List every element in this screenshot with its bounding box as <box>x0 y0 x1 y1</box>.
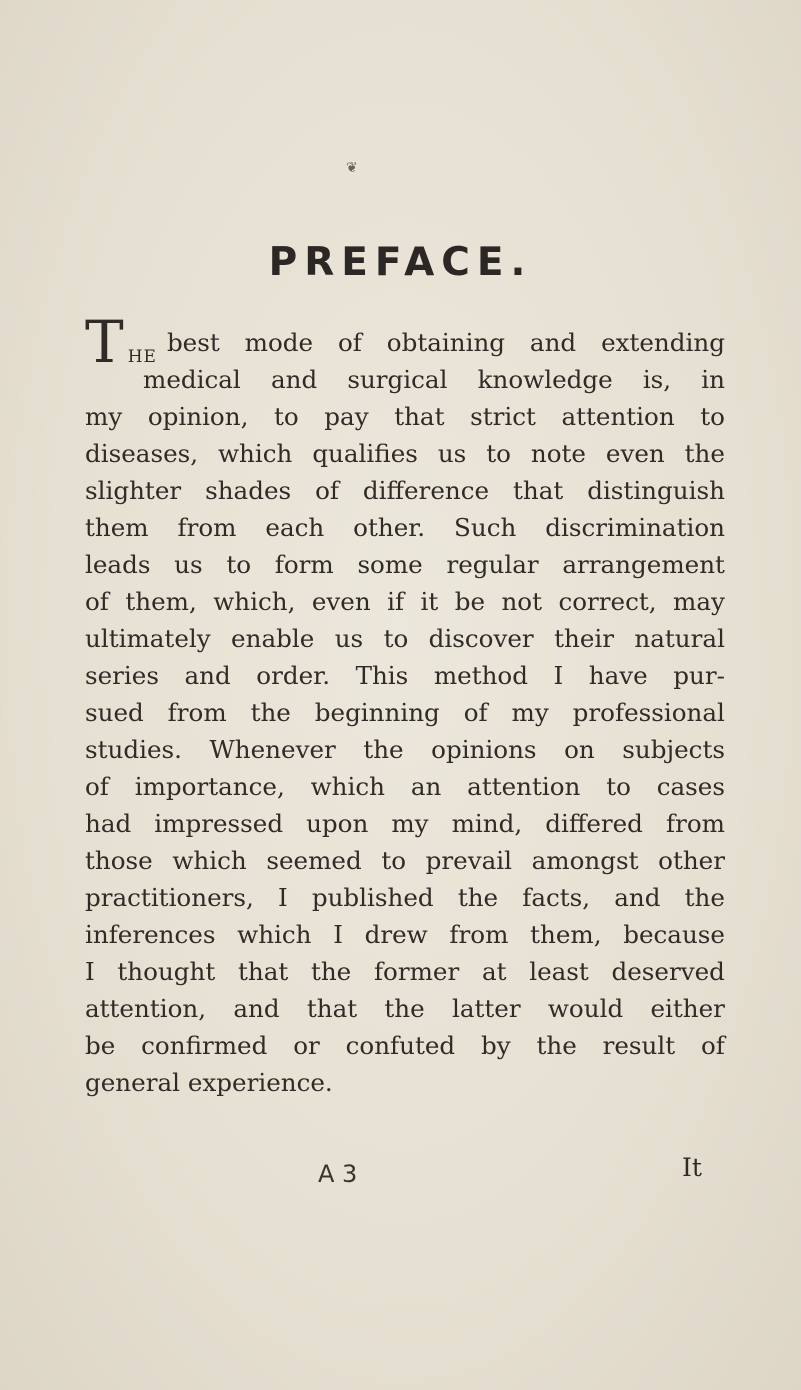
word: to <box>383 624 409 653</box>
word: some <box>357 550 423 579</box>
word: it <box>420 587 439 616</box>
word: prevail <box>425 846 512 875</box>
word: and <box>529 328 577 357</box>
word: which <box>310 772 385 801</box>
word: opinion, <box>147 402 249 431</box>
word: discover <box>428 624 534 653</box>
text-line-12 <box>85 731 725 768</box>
word: distinguish <box>587 476 725 505</box>
word: attention <box>467 772 581 801</box>
word: experience. <box>187 1068 333 1097</box>
word: and <box>614 883 661 912</box>
word: correct, <box>558 587 657 616</box>
word: be <box>454 587 486 616</box>
word: latter <box>451 994 521 1023</box>
word: each <box>265 513 325 542</box>
word: at <box>481 957 507 986</box>
word: the <box>310 957 352 986</box>
word: amongst <box>531 846 639 875</box>
word: other. <box>353 513 426 542</box>
word: had <box>85 809 132 838</box>
word: upon <box>306 809 369 838</box>
word: have <box>588 661 648 690</box>
text-line-15 <box>85 842 725 879</box>
word: of <box>463 698 488 727</box>
text-line-17 <box>85 916 725 953</box>
word: I <box>85 957 95 986</box>
word: confuted <box>345 1031 456 1060</box>
word: professional <box>572 698 725 727</box>
word: from <box>177 513 237 542</box>
word: the <box>684 439 725 468</box>
word: even <box>605 439 665 468</box>
word: beginning <box>314 698 440 727</box>
word: the <box>363 735 404 764</box>
word: those <box>85 846 153 875</box>
word: which <box>237 920 312 949</box>
word: facts, <box>522 883 591 912</box>
word: by <box>481 1031 511 1060</box>
word: impressed <box>154 809 284 838</box>
line-text <box>167 324 725 361</box>
word: us <box>174 550 203 579</box>
word: to <box>700 402 725 431</box>
word: slighter <box>85 476 182 505</box>
text-line-21 <box>85 1064 725 1101</box>
word: which <box>172 846 247 875</box>
word: be <box>85 1031 116 1060</box>
text-line-19 <box>85 990 725 1027</box>
word: series <box>85 661 159 690</box>
word: even <box>311 587 371 616</box>
word: them <box>85 513 149 542</box>
word: of <box>85 772 109 801</box>
word: us <box>437 439 467 468</box>
word: of <box>85 587 109 616</box>
text-line-1 <box>85 308 725 376</box>
word: form <box>274 550 334 579</box>
word: deserved <box>611 957 725 986</box>
word: and <box>270 365 318 394</box>
word: that <box>394 402 445 431</box>
word: if <box>387 587 405 616</box>
text-line-20 <box>85 1027 725 1064</box>
page-title: PREFACE. <box>268 240 533 285</box>
word: I <box>333 920 343 949</box>
text-line-5 <box>85 472 725 509</box>
word: extending <box>601 328 725 357</box>
text-line-13 <box>85 768 725 805</box>
word: inferences <box>85 920 216 949</box>
text-line-2 <box>85 361 725 398</box>
word: strict <box>470 402 536 431</box>
word: result <box>602 1031 676 1060</box>
word: medical <box>143 365 241 394</box>
word: natural <box>634 624 725 653</box>
word: to <box>486 439 511 468</box>
word: the <box>384 994 425 1023</box>
word: enable <box>231 624 315 653</box>
word: pur- <box>673 661 725 690</box>
word: difference <box>362 476 490 505</box>
text-line-10 <box>85 657 725 694</box>
word: qualifies <box>312 439 418 468</box>
word: I <box>553 661 564 690</box>
word: of <box>701 1031 725 1060</box>
word: published <box>311 883 434 912</box>
preface-body <box>85 308 725 1101</box>
word: practitioners, <box>85 883 254 912</box>
word: Whenever <box>209 735 336 764</box>
word: seemed <box>266 846 362 875</box>
word: would <box>547 994 624 1023</box>
text-line-18 <box>85 953 725 990</box>
signature-mark: A 3 <box>318 1160 358 1188</box>
word: from <box>665 809 725 838</box>
word: leads <box>85 550 151 579</box>
drop-cap: T <box>85 308 124 376</box>
first-line-lead <box>85 308 157 376</box>
word: may <box>673 587 725 616</box>
word: general <box>85 1068 180 1097</box>
word: opinions <box>431 735 537 764</box>
word: their <box>554 624 615 653</box>
word: studies. <box>85 735 182 764</box>
word: which <box>218 439 293 468</box>
word: of <box>337 328 362 357</box>
word: either <box>650 994 725 1023</box>
word: the <box>457 883 499 912</box>
word: an <box>410 772 442 801</box>
word: arrangement <box>562 550 725 579</box>
word: This <box>355 661 409 690</box>
word: thought <box>117 957 216 986</box>
word: of <box>315 476 339 505</box>
catchword: It <box>682 1153 702 1182</box>
word: former <box>373 957 460 986</box>
word: not <box>501 587 542 616</box>
word: the <box>536 1031 577 1060</box>
word: my <box>391 809 429 838</box>
word: method <box>433 661 528 690</box>
text-line-4 <box>85 435 725 472</box>
word: Such <box>454 513 517 542</box>
word: that <box>237 957 289 986</box>
word: cases <box>656 772 725 801</box>
word: sued <box>85 698 144 727</box>
word: discrimination <box>545 513 725 542</box>
word: and <box>184 661 231 690</box>
word: other <box>658 846 725 875</box>
word: shades <box>205 476 292 505</box>
text-line-3 <box>85 398 725 435</box>
word: on <box>564 735 595 764</box>
word: my <box>85 402 123 431</box>
word: order. <box>256 661 331 690</box>
text-line-16 <box>85 879 725 916</box>
text-line-14 <box>85 805 725 842</box>
word: from <box>167 698 227 727</box>
text-line-8 <box>85 583 725 620</box>
word: because <box>623 920 725 949</box>
word: note <box>530 439 586 468</box>
word: which, <box>213 587 296 616</box>
word: is, <box>642 365 672 394</box>
word: diseases, <box>85 439 199 468</box>
word: regular <box>446 550 539 579</box>
word: from <box>449 920 509 949</box>
word: confirmed <box>141 1031 268 1060</box>
text-line-6 <box>85 509 725 546</box>
word: I <box>277 883 288 912</box>
word: to <box>606 772 631 801</box>
word: differed <box>545 809 643 838</box>
word: and <box>233 994 280 1023</box>
word: the <box>250 698 291 727</box>
word: pay <box>324 402 369 431</box>
text-line-9 <box>85 620 725 657</box>
word: drew <box>364 920 428 949</box>
word: subjects <box>622 735 725 764</box>
text-line-7 <box>85 546 725 583</box>
word: surgical <box>347 365 448 394</box>
word: obtaining <box>386 328 506 357</box>
word: them, <box>125 587 197 616</box>
word: that <box>306 994 358 1023</box>
word: least <box>529 957 589 986</box>
word: them, <box>530 920 602 949</box>
word: in <box>701 365 725 394</box>
word: that <box>512 476 564 505</box>
word: importance, <box>134 772 285 801</box>
small-caps-word: HE <box>127 347 157 367</box>
word: ultimately <box>85 624 211 653</box>
word: to <box>381 846 407 875</box>
word: mode <box>244 328 314 357</box>
word: best <box>166 328 220 357</box>
word: to <box>226 550 252 579</box>
word: the <box>684 883 725 912</box>
text-line-11 <box>85 694 725 731</box>
word: mind, <box>451 809 523 838</box>
word: my <box>511 698 549 727</box>
ornament-icon: ❦ <box>346 160 358 176</box>
word: attention <box>561 402 675 431</box>
word: attention, <box>85 994 207 1023</box>
word: knowledge <box>477 365 613 394</box>
word: to <box>274 402 299 431</box>
word: us <box>334 624 364 653</box>
word: or <box>293 1031 320 1060</box>
